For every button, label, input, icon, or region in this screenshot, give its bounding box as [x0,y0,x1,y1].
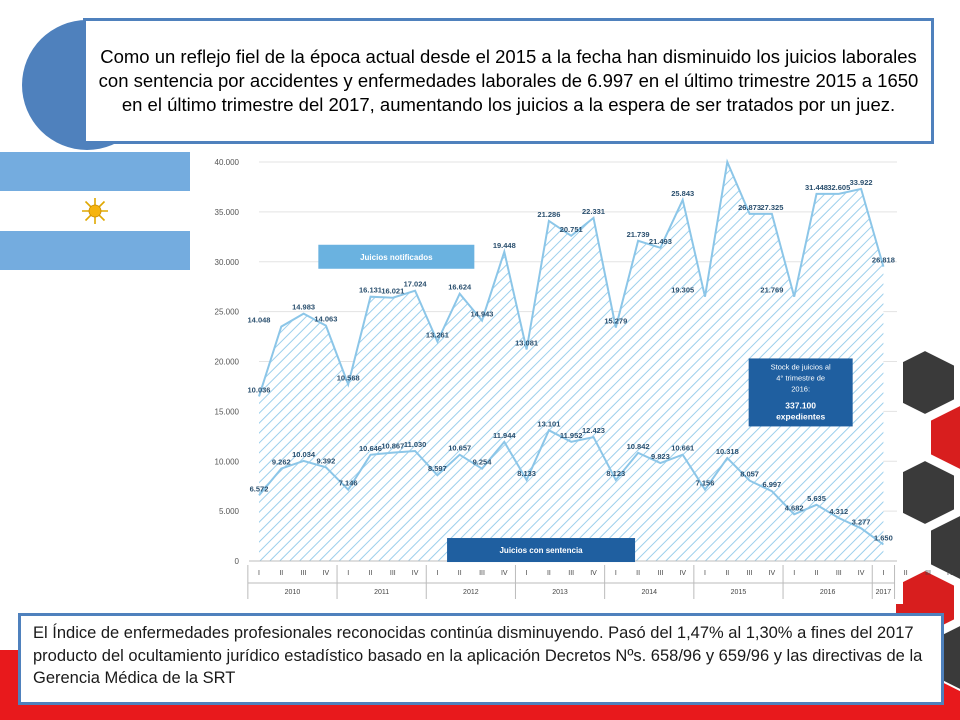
y-tick-label: 40.000 [214,158,239,167]
data-label: 14.048 [247,315,271,325]
data-label: 3.277 [851,517,871,527]
data-label: 20.751 [559,224,583,234]
chart-panel [193,152,954,604]
top-callout [83,18,934,144]
data-label: 9.262 [271,457,291,467]
data-label: 8.123 [606,468,626,478]
data-label: 6.572 [249,484,269,494]
data-label: 8.597 [428,464,447,474]
y-tick-label: 0 [234,557,239,566]
x-quarter-label: I [525,570,528,577]
data-label: 10.646 [359,443,382,453]
data-label: 9.392 [316,456,336,466]
x-quarter-label: III [925,570,931,577]
x-quarter-label: II [636,570,641,577]
data-label: 32.605 [827,182,851,192]
y-tick-label: 30.000 [214,257,239,267]
data-label: 22.331 [582,206,605,216]
data-label: 4.682 [784,503,804,513]
data-label: 11.030 [403,439,427,449]
data-label: 33.922 [849,177,873,187]
data-label: 11.952 [559,430,583,440]
x-year-label: 2012 [463,589,479,596]
stock-box-line: expedientes [776,411,826,422]
x-quarter-label: IV [857,570,865,577]
data-label: 10.867 [381,441,405,451]
stock-box-line: Stock de juicios al [770,362,831,372]
data-label: 14.983 [292,302,316,312]
data-label: 16.021 [381,286,405,296]
data-label: 15.279 [604,316,628,326]
x-quarter-label: III [300,570,307,577]
data-label: 10.568 [336,373,360,383]
x-quarter-label: I [793,570,796,577]
top-callout-text: Como un reflejo fiel de la época actual desde el 2015 a la fecha han disminuido los juicios laborales con sentencia por accidentes y enfermedades laborales de 6.997 en el último trimestre 2015 a 1650 en el último trimestre del 2017, aumentando los juicios a la espera de ser tratados por un juez. [98,46,919,115]
x-year-label: 2011 [374,589,390,596]
data-label: 7.146 [338,478,358,488]
data-label: 10.842 [626,441,650,451]
legend-notificados-label: Juicios notificados [360,252,433,262]
data-label: 8.057 [740,469,759,479]
x-year-label: 2013 [552,589,568,596]
data-label: 14.943 [470,309,494,319]
lawsuits-chart [193,152,954,604]
data-label: 10.657 [448,443,472,453]
flag-bottom-stripe [0,231,190,270]
x-quarter-label: I [347,570,350,577]
data-label: 12.423 [582,426,605,436]
x-quarter-label: III [746,570,753,577]
x-quarter-label: II [546,570,551,577]
x-quarter-label: II [903,570,908,577]
legend-sentencia-label: Juicios con sentencia [499,546,583,556]
data-label: 10.318 [715,447,739,457]
x-quarter-label: IV [411,570,419,577]
data-label: 17.024 [403,279,427,289]
x-year-label: 2017 [875,589,892,596]
data-label: 19.448 [492,240,516,250]
x-quarter-label: IV [768,570,776,577]
x-quarter-label: II [279,570,284,577]
data-label: 10.661 [671,443,695,453]
x-quarter-label: IV [322,570,330,577]
y-tick-label: 15.000 [214,407,239,417]
data-label: 25.843 [671,188,695,198]
data-label: 16.131 [359,285,382,295]
data-label: 26.818 [871,255,895,265]
hexagon-pattern-decoration [905,350,960,650]
data-label: 26.873 [738,202,762,212]
y-tick-label: 20.000 [214,357,239,367]
data-label: 21.493 [648,236,672,246]
data-label: 13.261 [425,330,449,340]
stock-box-line: 4° trimestre de [776,373,826,383]
stock-box-line: 337.100 [785,400,817,411]
data-label: 14.063 [314,314,338,324]
x-quarter-label: III [835,570,842,577]
data-label: 31.448 [805,182,828,192]
x-year-label: 2010 [284,589,301,596]
x-quarter-label: I [258,570,260,577]
x-quarter-label: III [389,570,396,577]
x-quarter-label: III [479,570,485,577]
x-year-label: 2016 [819,589,836,596]
bottom-callout-text: El Índice de enfermedades profesionales reconocidas continúa disminuyendo. Pasó del 1,47% al 1,30% a fines del 2017 producto del ocultamiento jurídico estadístico basado en la aplicación Decretos Nºs. 658/96 y 659/96 y las directivas de la Gerencia Médica de la SRT [33,624,923,687]
data-label: 7.156 [695,478,715,488]
x-quarter-label: III [657,570,664,577]
data-label: 9.823 [651,452,670,462]
x-quarter-label: II [368,570,373,577]
y-tick-label: 35.000 [214,207,239,217]
x-quarter-label: IV [500,570,508,577]
data-label: 21.769 [760,285,784,295]
x-quarter-label: III [568,570,575,577]
data-label: 27.325 [760,202,784,212]
y-tick-label: 5.000 [218,507,239,517]
x-quarter-label: IV [946,570,954,577]
y-tick-label: 25.000 [214,307,239,317]
x-quarter-label: I [436,570,439,577]
flag-top-stripe [0,152,190,191]
x-quarter-label: I [704,570,706,577]
x-quarter-label: I [614,570,617,577]
data-label: 13.081 [515,338,539,348]
data-label: 1.650 [874,533,893,543]
data-label: 21.739 [626,229,650,239]
x-year-label: 2014 [641,589,658,596]
data-label: 9.254 [472,457,492,467]
data-label: 19.305 [671,285,695,295]
argentina-flag [0,152,190,270]
x-quarter-label: II [457,570,462,577]
bottom-callout [18,613,944,705]
x-quarter-label: II [725,570,730,577]
x-quarter-label: II [814,570,819,577]
stock-box-line: 2016: [791,384,811,394]
data-label: 10.034 [292,449,316,459]
data-label: 13.101 [537,419,561,429]
x-quarter-label: I [882,570,885,577]
sun-of-may-icon [82,198,108,224]
y-tick-label: 10.000 [214,457,239,467]
data-label: 16.624 [448,282,472,292]
data-label: 4.312 [829,506,849,516]
x-year-label: 2015 [730,589,747,596]
x-quarter-label: IV [590,570,597,577]
data-label: 21.286 [537,209,561,219]
data-label: 10.036 [247,385,271,395]
data-label: 11.944 [493,430,516,440]
data-label: 6.997 [762,480,782,490]
data-label: 5.635 [807,493,826,503]
data-label: 8.133 [517,468,536,478]
x-quarter-label: IV [679,570,687,577]
